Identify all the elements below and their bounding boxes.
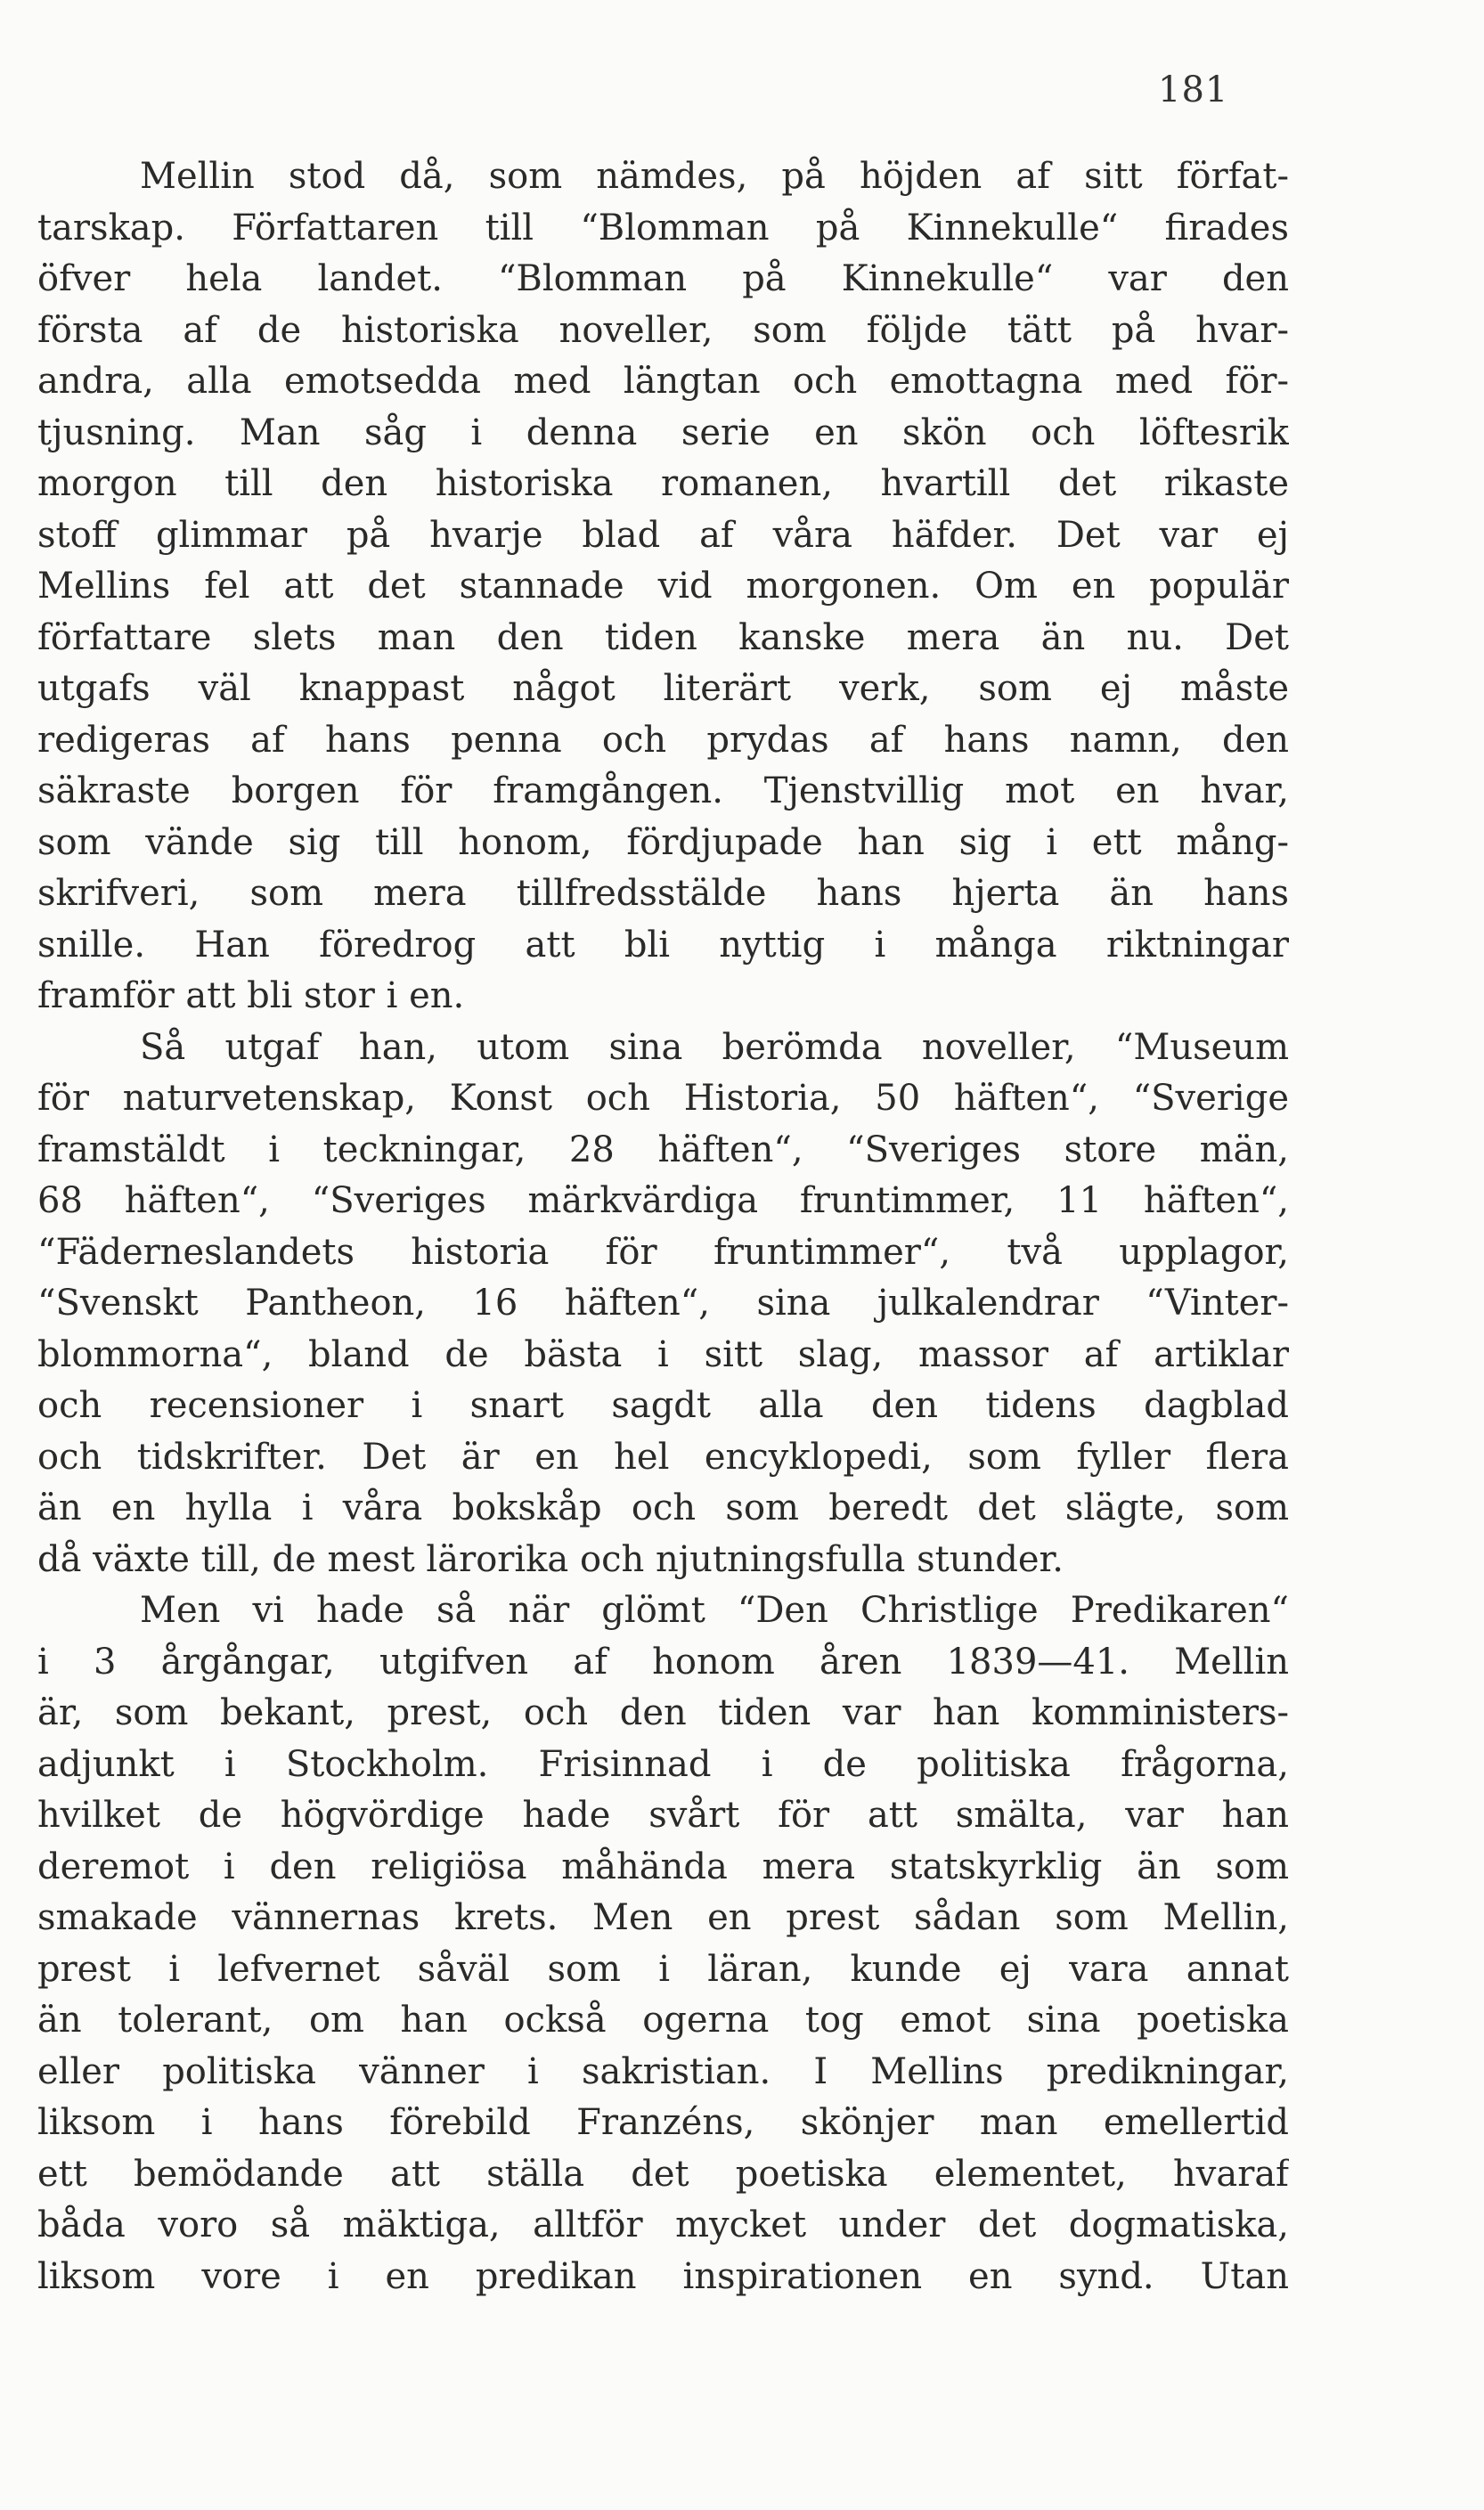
text-line: “Fäderneslandets historia för fruntimmer“, två upplagor, — [37, 1231, 1289, 1273]
text-line: än tolerant, om han också ogerna tog emot sina poetiska — [37, 2000, 1289, 2041]
text-line: öfver hela landet. “Blomman på Kinnekulle“ var den — [37, 258, 1289, 299]
text-line: stoff glimmar på hvarje blad af våra häfder. Det var ej — [37, 514, 1289, 556]
text-line: liksom vore i en predikan inspirationen en synd. Utan — [37, 2255, 1289, 2297]
text-line: framstäldt i teckningar, 28 häften“, “Sveriges store män, — [37, 1129, 1289, 1170]
text-line: är, som bekant, prest, och den tiden var han komministers- — [37, 1692, 1289, 1733]
text-line: snille. Han föredrog att bli nyttig i många riktningar — [37, 924, 1289, 966]
body-text — [37, 151, 1289, 2302]
text-line: liksom i hans förebild Franzéns, skönjer man emellertid — [37, 2102, 1289, 2143]
text-line: författare slets man den tiden kanske mera än nu. Det — [37, 616, 1289, 658]
text-line: smakade vännernas krets. Men en prest sådan som Mellin, — [37, 1897, 1289, 1938]
text-line: morgon till den historiska romanen, hvartill det rikaste — [37, 463, 1289, 504]
text-line: tjusning. Man såg i denna serie en skön och löftesrik — [37, 412, 1289, 453]
text-line: som vände sig till honom, fördjupade han sig i ett mång- — [37, 821, 1289, 863]
text-line: båda voro så mäktiga, alltför mycket under det dogmatiska, — [37, 2204, 1289, 2245]
text-line: deremot i den religiösa måhända mera statskyrklig än som — [37, 1846, 1289, 1887]
text-line: och recensioner i snart sagdt alla den tidens dagblad — [37, 1385, 1289, 1426]
text-line: redigeras af hans penna och prydas af hans namn, den — [37, 719, 1289, 761]
text-line: än en hylla i våra bokskåp och som beredt det slägte, som — [37, 1487, 1289, 1528]
text-line: eller politiska vänner i sakristian. I Mellins predikningar, — [37, 2050, 1289, 2092]
text-line: utgafs väl knappast något literärt verk, som ej måste — [37, 668, 1289, 709]
text-line: framför att bli stor i en. — [37, 975, 465, 1016]
page-number: 181 — [1158, 69, 1229, 110]
text-line: i 3 årgångar, utgifven af honom åren 1839—41. Mellin — [37, 1641, 1289, 1683]
text-line: 68 häften“, “Sveriges märkvärdiga fruntimmer, 11 häften“, — [37, 1180, 1289, 1221]
text-line: blommorna“, bland de bästa i sitt slag, massor af artiklar — [37, 1333, 1289, 1375]
text-line: första af de historiska noveller, som följde tätt på hvar- — [37, 309, 1289, 351]
text-line: hvilket de högvördige hade svårt för att smälta, var han — [37, 1795, 1289, 1836]
text-line: säkraste borgen för framgången. Tjenstvillig mot en hvar, — [37, 770, 1289, 811]
text-line: och tidskrifter. Det är en hel encyklopedi, som fyller flera — [37, 1436, 1289, 1478]
text-line: då växte till, de mest lärorika och njutningsfulla stunder. — [37, 1538, 1064, 1580]
text-line: prest i lefvernet såväl som i läran, kunde ej vara annat — [37, 1948, 1289, 1990]
text-line: adjunkt i Stockholm. Frisinnad i de politiska frågorna, — [37, 1743, 1289, 1785]
text-line: tarskap. Författaren till “Blomman på Kinnekulle“ firades — [37, 207, 1289, 249]
text-line: andra, alla emotsedda med längtan och emottagna med för- — [37, 361, 1289, 402]
text-line: Men vi hade så när glömt “Den Christlige Predikaren“ — [140, 1590, 1289, 1631]
text-line: Så utgaf han, utom sina berömda noveller, “Museum — [140, 1026, 1289, 1068]
text-line: för naturvetenskap, Konst och Historia, 50 häften“, “Sverige — [37, 1078, 1289, 1119]
text-line: ett bemödande att ställa det poetiska elementet, hvaraf — [37, 2153, 1289, 2195]
text-line: Mellins fel att det stannade vid morgonen. Om en populär — [37, 566, 1289, 607]
text-line: skrifveri, som mera tillfredsstälde hans hjerta än hans — [37, 873, 1289, 914]
text-line: Mellin stod då, som nämdes, på höjden af sitt förfat- — [140, 156, 1289, 197]
text-line: “Svenskt Pantheon, 16 häften“, sina julkalendrar “Vinter- — [37, 1283, 1289, 1324]
